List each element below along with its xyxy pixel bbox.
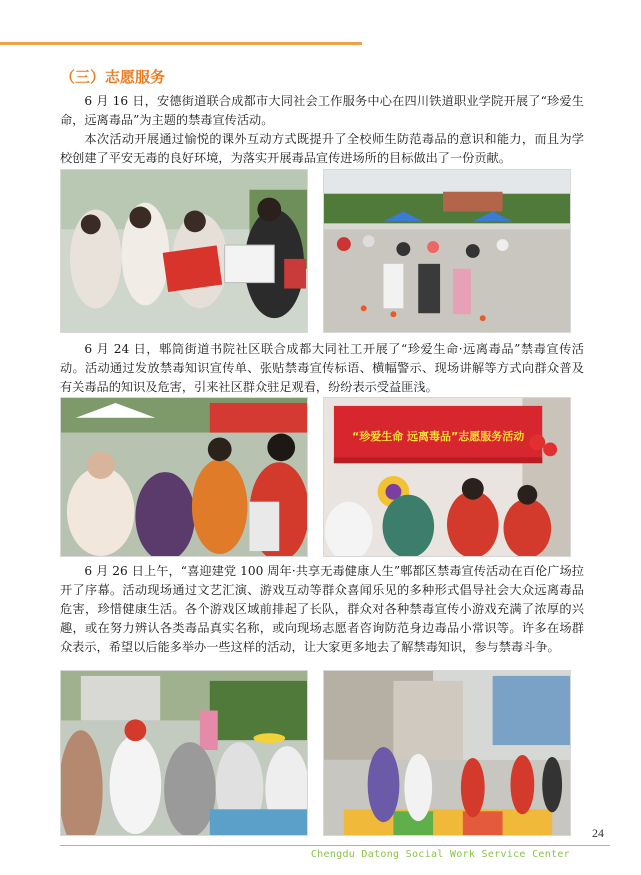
section-title: （三）志愿服务 <box>60 68 166 86</box>
banner-title: “珍爱生命 远离毒品”志愿服务活动 <box>352 430 525 443</box>
photo-campus-activity <box>323 169 571 333</box>
photo-plaza-game-stalls <box>60 670 308 836</box>
photo-community-booth <box>60 397 308 557</box>
photo-students-holding-leaflets <box>60 169 308 333</box>
page-number: 24 <box>592 826 604 840</box>
paragraph-2: 本次活动开展通过愉悦的课外互动方式既提升了全校师生防范毒品的意识和能力，而且为学校创建了平安无毒的良好环境，为落实开展毒品宣传进场所的目标做出了一份贡献。 <box>60 132 584 165</box>
footer-brand: Chengdu Datong Social Work Service Center <box>310 849 570 860</box>
photo-volunteer-banner <box>323 397 571 557</box>
paragraph-4: 6 月 26 日上午，“喜迎建党 100 周年·共享无毒健康人生”郫都区禁毒宣传活动在百伦广场拉开了序幕。活动现场通过文艺汇演、游戏互动等群众喜闻乐见的多种形式倡导社会大众远离毒品危害，珍惜健康生活。各个游戏区域前排起了长队，群众对各种禁毒宣传小游戏充满了浓厚的兴趣，或在努力辨认各类毒品真实名称，或向现场志愿者咨询防范身边毒品小常识等。许多在场群众表示，希望以后能多举办一些这样的活动，让大家更多地去了解禁毒知识，参与禁毒斗争。 <box>60 564 584 654</box>
paragraph-3: 6 月 24 日，郫筒街道书院社区联合成都大同社工开展了“珍爱生命·远离毒品”禁毒宣传活动。活动通过发放禁毒知识宣传单、张贴禁毒宣传标语、横幅警示、现场讲解等方式向群众普及有关毒品的知识及危害，引来社区群众驻足观看，纷纷表示受益匪浅。 <box>60 342 584 394</box>
paragraph-1: 6 月 16 日，安德街道联合成都市大同社会工作服务中心在四川铁道职业学院开展了“珍爱生命，远离毒品”为主题的禁毒宣传活动。 <box>60 94 584 127</box>
bottom-green-rule <box>60 845 610 846</box>
photo-plaza-floor-game <box>323 670 571 836</box>
top-orange-rule <box>0 42 362 45</box>
